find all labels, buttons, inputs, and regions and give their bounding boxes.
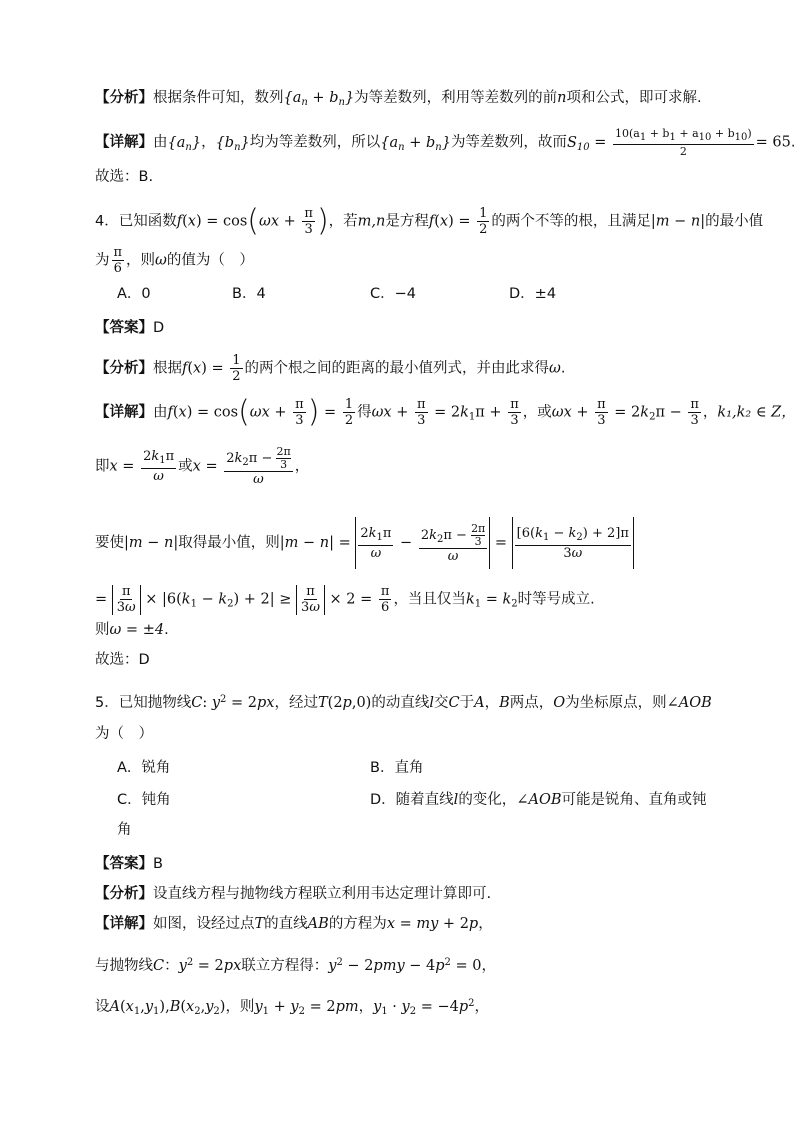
q4-final-answer: 故选：D bbox=[95, 652, 150, 668]
detail-tag: 【详解】 bbox=[95, 134, 153, 151]
q5-option-d: D．随着直线l的变化，∠AOB可能是锐角、直角或钝 bbox=[370, 792, 707, 808]
analysis-tag: 【分析】 bbox=[95, 90, 153, 106]
q3-detail-line: 【详解】由$\{a_n\}$，$\{b_n\}$均为等差数列，所以$\{a_n + b_n\}$为等差数列，故而$S_{10}$ = $\frac{10(a_1 + b_1 + a_{10} + b_{10})}{2}$ = 65. bbox=[95, 127, 796, 158]
q5-option-b: B．直角 bbox=[370, 760, 424, 776]
q4-option-c: C．−4 bbox=[370, 286, 416, 302]
q4-stem-line1: 4．已知函数f(x) = cos(ωx + $\frac{\pi}{3}$ )，若m,n是方程f(x) = $\frac{1}{2}$ 的两个不等的根，且满足|m − n|的最小值 bbox=[95, 203, 764, 239]
q5-analysis-line: 【分析】设直线方程与抛物线方程联立利用韦达定理计算即可. bbox=[95, 886, 492, 902]
q5-answer-line: 【答案】B bbox=[95, 856, 163, 872]
q5-stem-line1: 5．已知抛物线C: $y^2 = 2px$，经过T(2p,0)的动直线l交C于A，B两点，O为坐标原点，则∠AOB bbox=[95, 694, 712, 711]
sum-fraction: $\frac{10(a_1 + b_1 + a_{10} + b_{10})}{2}$ bbox=[614, 127, 752, 158]
q4-then-line: 则ω = ±4. bbox=[95, 622, 169, 638]
q4-option-a: A．0 bbox=[117, 286, 151, 302]
q4-stem-line2: 为 $\frac{\pi}{6}$ ，则ω的值为（ ） bbox=[95, 245, 254, 276]
q4-detail-line4: = $\frac{\pi}{3\omega}$ × $|6(k_1 - k_2) + 2|$ ≥ $\frac{\pi}{3\omega}$ × 2 = $\frac{\pi}{6}$ ，当且仅当$k_1 = k_2$时等号成立. bbox=[95, 584, 595, 615]
q4-detail-line1: 【详解】由f(x) = cos(ωx + $\frac{\pi}{3}$ ) = $\frac{1}{2}$ 得ωx + $\frac{\pi}{3}$ = $2k_1\pi$ + $\frac{\pi}{3}$ ，或ωx + $\frac{\pi}{3}$ = $2k_2\pi$ − $\frac{\pi}{3}$ ，k₁,k₂ ∈ Z， bbox=[95, 394, 796, 430]
q5-option-c: C．钝角 bbox=[117, 792, 171, 808]
q4-option-d: D．±4 bbox=[509, 286, 557, 302]
q5-detail-line3: 设$A(x_1,y_1),B(x_2,y_2)$，则$y_1 + y_2 = 2pm$，$y_1 \cdot y_2 = -4p^2$， bbox=[95, 998, 490, 1017]
q5-option-a: A．锐角 bbox=[117, 760, 171, 776]
q5-stem-line2: 为（ ） bbox=[95, 726, 153, 742]
q3-answer: 故选：B. bbox=[95, 169, 154, 185]
q5-detail-line1: 【详解】如图，设经过点T的直线AB的方程为x = my + 2p， bbox=[95, 916, 493, 932]
q3-analysis-line: 【分析】根据条件可知，数列$\{a_n + b_n\}$为等差数列，利用等差数列的前n项和公式，即可求解. bbox=[95, 90, 702, 108]
q4-analysis-line: 【分析】根据f(x) = $\frac{1}{2}$ 的两个根之间的距离的最小值列式，并由此求得ω. bbox=[95, 353, 566, 384]
q4-answer-line: 【答案】D bbox=[95, 320, 165, 336]
q5-option-d-cont: 角 bbox=[117, 822, 132, 838]
q4-option-b: B．4 bbox=[232, 286, 266, 302]
q4-detail-line3: 要使|m − n|取得最小值，则|m − n| = $\frac{2k_1\pi}{\omega}$ − $2k_2\pi$ − $\frac{2\pi}{3}$ ω = $\frac{[6(k_1 - k_2) + 2]\pi}{3\omega}$ bbox=[95, 517, 754, 569]
q5-detail-line2: 与抛物线C：$y^2 = 2px$联立方程得：$y^2 - 2pmy - 4p^2 = 0$， bbox=[95, 957, 497, 974]
q4-detail-line2: 即x = $\frac{2k_1\pi}{\omega}$ 或x = $2k_2\pi$ − $\frac{2\pi}{3}$ ω ， bbox=[95, 445, 310, 487]
